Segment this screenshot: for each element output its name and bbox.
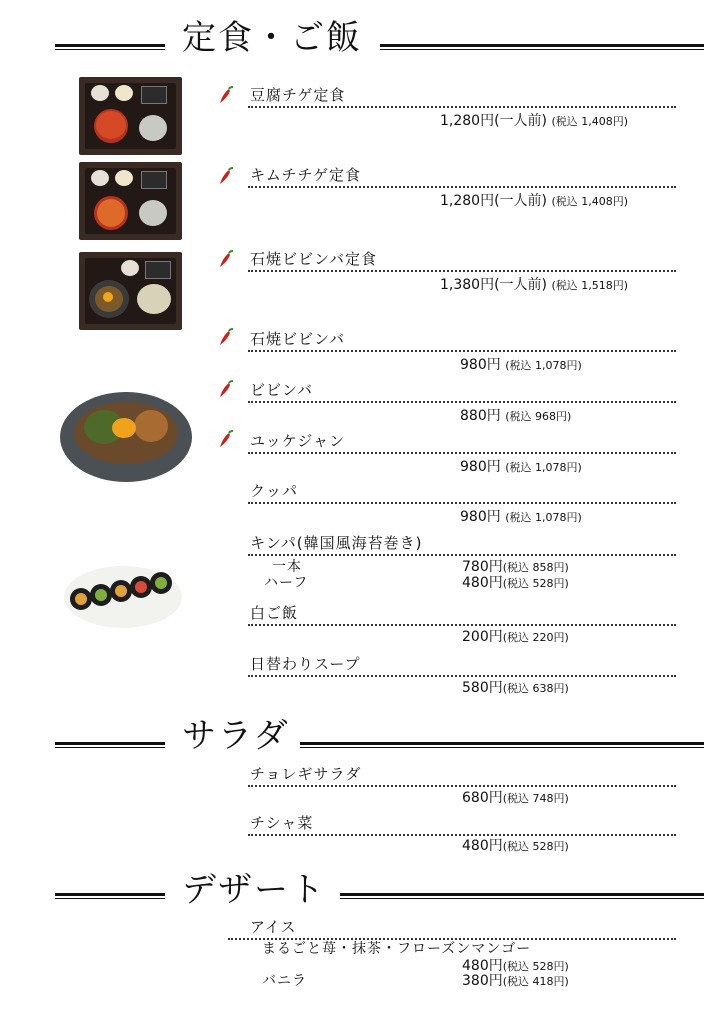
dotted-leader — [248, 624, 676, 626]
menu-item-price: 1,280円(一人前) — [440, 113, 548, 129]
dotted-leader — [248, 834, 676, 836]
dessert-item-name: アイス — [250, 918, 297, 936]
menu-item-price-row — [460, 357, 582, 374]
menu-item-name: 石焼ビビンバ — [250, 330, 345, 348]
menu-item-price-row — [462, 629, 569, 646]
dessert-flavors-price: 480円 — [462, 958, 503, 974]
menu-item-name: キンパ(韓国風海苔巻き) — [250, 534, 423, 552]
dessert-vanilla-price-row — [462, 973, 569, 990]
menu-item-name: 豆腐チゲ定食 — [250, 86, 346, 104]
dotted-leader — [248, 270, 676, 272]
menu-item-tax: (税込 968円) — [505, 410, 572, 423]
section-title-teishoku: 定食・ご飯 — [182, 18, 362, 58]
dotted-leader — [248, 502, 676, 504]
salad-price-row — [462, 838, 569, 855]
salad-price-row — [462, 790, 569, 807]
menu-item-price-row — [460, 509, 582, 526]
salad-item-name: チシャ菜 — [250, 814, 314, 832]
chili-pepper-icon — [218, 167, 234, 187]
menu-item-name: キムチチゲ定食 — [250, 166, 361, 184]
kimbap-photo — [64, 560, 182, 632]
kimchi-jjigae-set-photo — [79, 162, 182, 240]
dotted-leader — [248, 106, 676, 108]
salad-tax: (税込 528円) — [502, 840, 569, 853]
menu-item-price: 580円 — [462, 680, 503, 696]
dessert-vanilla-tax: (税込 418円) — [502, 975, 569, 988]
option-label: ハーフ — [264, 575, 309, 591]
section-rule-right — [300, 742, 704, 748]
menu-item-tax: (税込 1,078円) — [505, 461, 582, 474]
menu-item-tax: (税込 1,518円) — [551, 279, 629, 292]
option-price-row — [462, 575, 569, 592]
menu-item-price-row — [440, 277, 628, 294]
salad-tax: (税込 748円) — [502, 792, 569, 805]
menu-item-tax: (税込 1,078円) — [505, 359, 582, 372]
menu-item-tax: (税込 1,408円) — [551, 195, 629, 208]
section-rule-left — [55, 44, 165, 50]
menu-item-name: ビビンバ — [250, 381, 313, 399]
dotted-leader — [248, 350, 676, 352]
menu-item-price: 1,380円(一人前) — [440, 277, 548, 293]
section-rule-left — [55, 742, 165, 748]
option-label: 一本 — [272, 559, 302, 575]
salad-price: 680円 — [462, 790, 503, 806]
menu-item-price-row — [460, 459, 582, 476]
menu-item-price-row — [462, 680, 569, 697]
menu-item-price: 880円 — [460, 408, 501, 424]
menu-item-name: ユッケジャン — [250, 432, 346, 450]
menu-item-name: 日替わりスープ — [250, 655, 361, 673]
section-rule-right — [380, 44, 704, 50]
option-tax: (税込 528円) — [502, 577, 569, 590]
dessert-vanilla: バニラ — [262, 973, 307, 989]
menu-item-tax: (税込 638円) — [502, 682, 569, 695]
dotted-leader — [248, 785, 676, 787]
dotted-leader — [248, 401, 676, 403]
menu-item-name: クッパ — [250, 482, 299, 500]
section-rule-left — [55, 893, 165, 899]
tofu-jjigae-set-photo — [79, 77, 182, 155]
section-title-dessert: デザート — [182, 870, 326, 910]
menu-item-price: 200円 — [462, 629, 503, 645]
menu-item-price: 980円 — [460, 509, 501, 525]
salad-price: 480円 — [462, 838, 503, 854]
dotted-leader — [248, 554, 676, 556]
chili-pepper-icon — [218, 430, 234, 450]
section-title-salad: サラダ — [182, 716, 290, 756]
menu-item-price: 980円 — [460, 459, 501, 475]
dotted-leader — [248, 452, 676, 454]
menu-item-price-row — [440, 193, 628, 210]
chili-pepper-icon — [218, 86, 234, 106]
section-rule-right — [340, 893, 704, 899]
chili-pepper-icon — [218, 250, 234, 270]
dessert-flavors: まるごと苺・抹茶・フローズンマンゴー — [262, 941, 532, 957]
bibimbap-photo — [60, 392, 192, 482]
option-price: 780円 — [462, 559, 503, 575]
menu-item-tax: (税込 220円) — [502, 631, 569, 644]
dotted-leader — [228, 938, 676, 940]
dotted-leader — [248, 675, 676, 677]
option-tax: (税込 858円) — [502, 561, 569, 574]
menu-item-price-row — [440, 113, 628, 130]
menu-item-price: 980円 — [460, 357, 501, 373]
option-price-row — [462, 559, 569, 576]
menu-item-price: 1,280円(一人前) — [440, 193, 548, 209]
dessert-flavors-tax: (税込 528円) — [502, 960, 569, 973]
menu-item-tax: (税込 1,408円) — [551, 115, 629, 128]
option-price: 480円 — [462, 575, 503, 591]
stone-bibimbap-set-photo — [79, 252, 182, 330]
salad-item-name: チョレギサラダ — [250, 765, 362, 783]
chili-pepper-icon — [218, 380, 234, 400]
dotted-leader — [248, 186, 676, 188]
menu-item-price-row — [460, 408, 571, 425]
menu-item-tax: (税込 1,078円) — [505, 511, 582, 524]
chili-pepper-icon — [218, 328, 234, 348]
dessert-vanilla-price: 380円 — [462, 973, 503, 989]
menu-item-name: 石焼ビビンバ定食 — [250, 250, 377, 268]
menu-item-name: 白ご飯 — [250, 604, 299, 622]
